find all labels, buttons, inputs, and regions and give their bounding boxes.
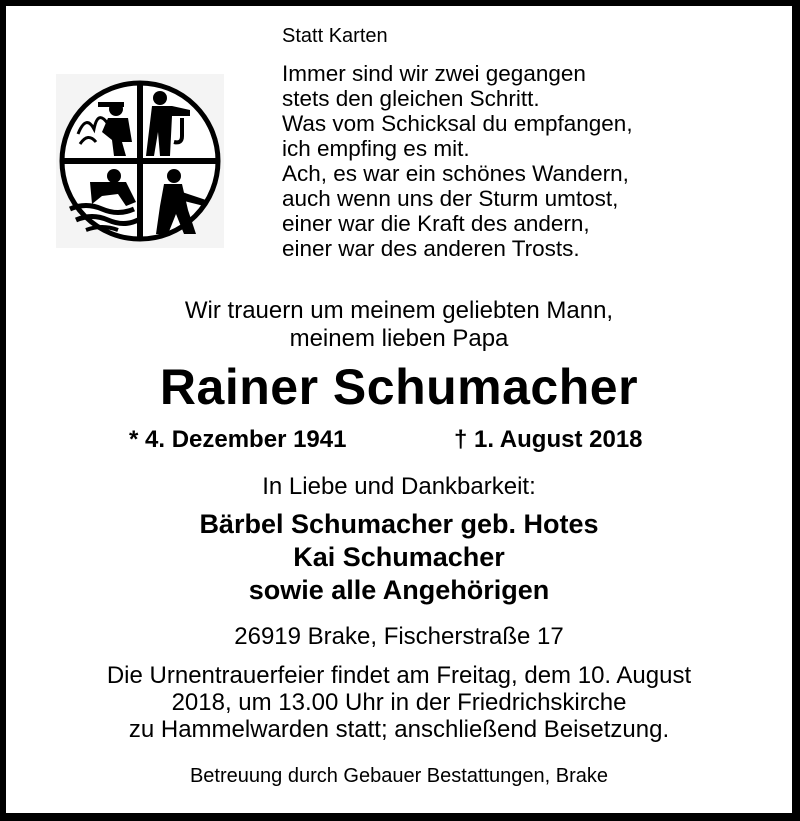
birth-date: * 4. Dezember 1941 — [129, 426, 347, 453]
poem-line: Ach, es war ein schönes Wandern, — [282, 161, 629, 186]
family-names — [6, 508, 792, 607]
poem — [282, 61, 633, 261]
funeral-line: 2018, um 13.00 Uhr in der Friedrichskirche — [171, 689, 627, 716]
family-name: Bärbel Schumacher geb. Hotes — [199, 509, 599, 539]
family-name: sowie alle Angehörigen — [248, 575, 550, 605]
life-dates — [6, 426, 792, 456]
poem-line: stets den gleichen Schritt. — [282, 86, 540, 111]
funeral-service: Betreuung durch Gebauer Bestattungen, Brake — [189, 765, 609, 787]
deceased-name: Rainer Schumacher — [159, 359, 639, 415]
fire-brigade-emblem-icon — [56, 74, 224, 248]
mourning-line: meinem lieben Papa — [289, 325, 509, 352]
poem-line: einer war des anderen Trosts. — [282, 236, 580, 261]
funeral-line: zu Hammelwarden statt; anschließend Beisetzung. — [128, 716, 670, 743]
mourning-line: Wir trauern um meinem geliebten Mann, — [184, 297, 614, 324]
poem-line: einer war die Kraft des andern, — [282, 211, 590, 236]
poem-line: ich empfing es mit. — [282, 136, 470, 161]
obituary-card — [6, 6, 792, 813]
death-date: † 1. August 2018 — [454, 426, 643, 453]
poem-line: Immer sind wir zwei gegangen — [282, 61, 586, 86]
obituary-header — [6, 6, 792, 286]
family-intro: In Liebe und Dankbarkeit: — [262, 473, 536, 500]
mourning-text — [6, 297, 792, 353]
funeral-info — [6, 662, 792, 743]
poem-line: Was vom Schicksal du empfangen, — [282, 111, 633, 136]
family-name: Kai Schumacher — [293, 542, 505, 572]
intro-text: Statt Karten — [282, 25, 388, 47]
poem-line: auch wenn uns der Sturm umtost, — [282, 186, 619, 211]
address: 26919 Brake, Fischerstraße 17 — [234, 623, 564, 650]
funeral-line: Die Urnentrauerfeier findet am Freitag, dem 10. August — [106, 662, 692, 689]
